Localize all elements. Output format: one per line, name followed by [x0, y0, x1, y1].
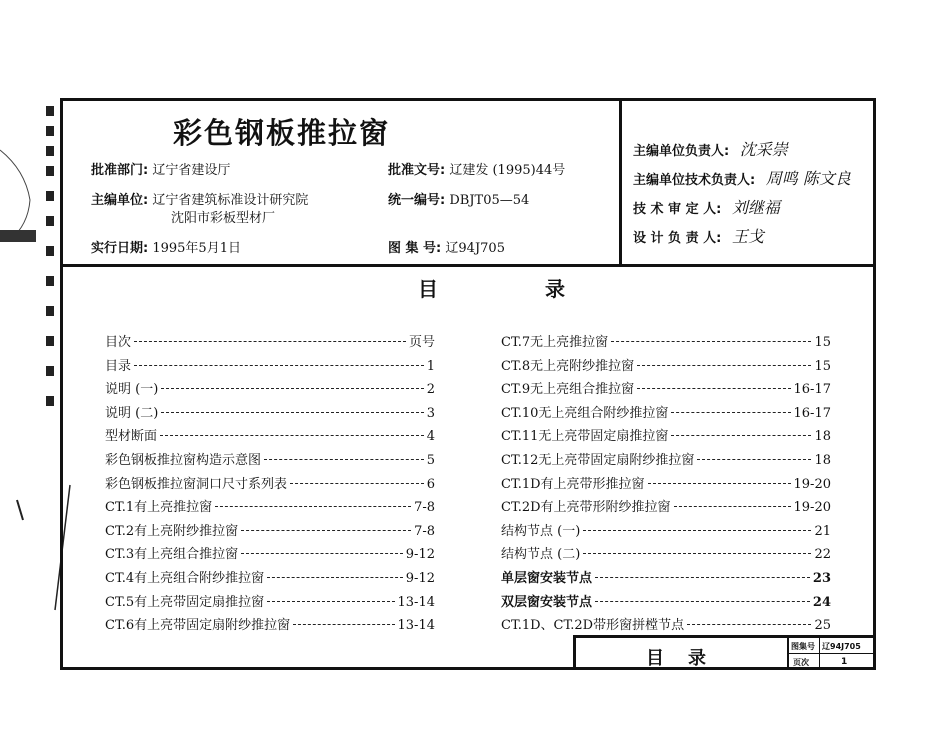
- signature-name: 周鸣 陈文良: [765, 169, 851, 188]
- effective-date-label: 实行日期:: [91, 241, 149, 256]
- unified-no-label: 统一编号:: [388, 193, 446, 208]
- chief-unit-value-2: 沈阳市彩板型材厂: [171, 211, 276, 226]
- toc-row: [105, 449, 435, 473]
- toc-row: [105, 355, 435, 379]
- chief-unit-line2: [171, 207, 275, 226]
- signature-tech-review: [633, 195, 780, 218]
- toc-entry-page: 7-8: [414, 523, 435, 539]
- toc-entry-title: 彩色钢板推拉窗构造示意图: [105, 452, 262, 468]
- toc-entry-title: 结构节点 (二): [501, 547, 581, 563]
- atlas-no: [388, 237, 505, 256]
- toc-row: [105, 591, 435, 615]
- page-no-cell-label: 页次: [793, 658, 809, 667]
- toc-entry-page: 13-14: [397, 594, 435, 610]
- atlas-no-cell-value: 辽94J705: [822, 642, 861, 651]
- unified-no: [388, 189, 529, 208]
- toc-entry-page: 19-20: [793, 476, 831, 492]
- scan-margin-marks: [0, 130, 40, 330]
- toc-row: [501, 473, 831, 497]
- title-block-label: 目录: [646, 648, 730, 669]
- toc-entry-title: 说明 (二): [105, 405, 159, 421]
- toc-entry-page: 页号: [408, 335, 435, 350]
- signature-tech-lead: [633, 166, 851, 189]
- header-divider: [63, 264, 873, 267]
- effective-date: [91, 237, 241, 256]
- title-block-grid: [787, 638, 873, 670]
- chief-unit: [91, 189, 308, 208]
- atlas-no-cell-label: 图集号: [791, 642, 815, 651]
- toc-row: [501, 543, 831, 567]
- signature-role: 设 计 负 责 人:: [633, 231, 722, 246]
- toc-entry-page: 9-12: [405, 547, 435, 563]
- toc-entry-page: 5: [426, 452, 435, 468]
- toc-row: [105, 543, 435, 567]
- signature-name: 王戈: [731, 227, 764, 246]
- toc-row: [501, 496, 831, 520]
- drawing-frame: [60, 98, 876, 670]
- toc-entry-page: 23: [812, 570, 831, 586]
- page-no-cell-value: 1: [841, 657, 848, 667]
- toc-entry-page: 16-17: [793, 405, 831, 421]
- toc-entry-page: 7-8: [414, 500, 435, 516]
- toc-row: [501, 378, 831, 402]
- toc-row: [105, 378, 435, 402]
- toc-entry-title: 目次: [105, 335, 132, 350]
- toc-entry-page: 25: [814, 618, 831, 634]
- toc-entry-title: 型材断面: [105, 429, 158, 445]
- toc-entry-title: CT.10无上亮组合附纱推拉窗: [501, 405, 669, 421]
- toc-entry-page: 15: [814, 358, 831, 374]
- toc-entry-page: 22: [814, 547, 831, 563]
- toc-entry-title: CT.12无上亮带固定扇附纱推拉窗: [501, 452, 695, 468]
- toc-entry-title: CT.11无上亮带固定扇推拉窗: [501, 429, 669, 445]
- toc-row: [501, 331, 831, 355]
- approval-dept: [91, 159, 230, 178]
- toc-row: [501, 425, 831, 449]
- toc-title-left: 目: [418, 277, 438, 301]
- toc-entry-page: 16-17: [793, 382, 831, 398]
- toc-entry-title: CT.7无上亮推拉窗: [501, 335, 609, 350]
- approval-dept-label: 批准部门:: [91, 163, 149, 178]
- toc-row: [501, 449, 831, 473]
- approval-doc-label: 批准文号:: [388, 163, 446, 178]
- toc-row: [105, 567, 435, 591]
- title-block: [573, 635, 873, 670]
- binding-strip: [44, 96, 58, 416]
- atlas-no-label: 图 集 号:: [388, 241, 442, 256]
- toc-entry-title: 结构节点 (一): [501, 523, 581, 539]
- toc-row: [501, 355, 831, 379]
- signature-role: 主编单位技术负责人:: [633, 173, 756, 188]
- toc-entry-page: 21: [814, 523, 831, 539]
- document-title: 彩色钢板推拉窗: [173, 116, 391, 150]
- chief-unit-label: 主编单位:: [91, 193, 149, 208]
- toc-entry-title: CT.4有上亮组合附纱推拉窗: [105, 570, 265, 586]
- toc-entry-page: 3: [426, 405, 435, 421]
- signature-role: 技 术 审 定 人:: [633, 202, 722, 217]
- toc-entry-title: CT.2有上亮附纱推拉窗: [105, 523, 239, 539]
- effective-date-value: 1995年5月1日: [152, 241, 241, 256]
- toc-row: [501, 402, 831, 426]
- toc-entry-title: CT.9无上亮组合推拉窗: [501, 382, 635, 398]
- toc-entry-title: 双层窗安装节点: [501, 594, 593, 610]
- toc-row: [105, 425, 435, 449]
- toc-row: [105, 496, 435, 520]
- toc-column-left: [105, 331, 435, 638]
- toc-entry-title: CT.1有上亮推拉窗: [105, 500, 213, 516]
- toc-entry-title: CT.2D有上亮带形附纱推拉窗: [501, 500, 671, 516]
- toc-entry-title: CT.3有上亮组合推拉窗: [105, 547, 239, 563]
- approval-doc-value: 辽建发 (1995)44号: [449, 163, 566, 178]
- toc-entry-page: 2: [426, 382, 435, 398]
- toc-entry-page: 1: [426, 358, 435, 374]
- toc-entry-title: CT.6有上亮带固定扇附纱推拉窗: [105, 618, 291, 634]
- atlas-no-value: 辽94J705: [445, 241, 505, 256]
- toc-entry-page: 15: [814, 335, 831, 350]
- toc-row: [105, 614, 435, 638]
- toc-entry-title: CT.1D、CT.2D带形窗拼樘节点: [501, 618, 685, 634]
- toc-column-right: [501, 331, 831, 638]
- toc-row: [501, 591, 831, 615]
- toc-entry-title: CT.5有上亮带固定扇推拉窗: [105, 594, 265, 610]
- toc-row: [501, 520, 831, 544]
- toc-entry-page: 13-14: [397, 618, 435, 634]
- toc-entry-title: CT.1D有上亮带形推拉窗: [501, 476, 645, 492]
- signature-role: 主编单位负责人:: [633, 144, 730, 159]
- approval-dept-value: 辽宁省建设厅: [152, 163, 231, 178]
- toc-entry-page: 6: [426, 476, 435, 492]
- toc-entry-title: CT.8无上亮附纱推拉窗: [501, 358, 635, 374]
- signature-design-lead: [633, 224, 764, 247]
- signature-name: 刘继福: [731, 198, 780, 217]
- toc-entry-title: 目录: [105, 358, 132, 374]
- toc-entry-page: 9-12: [405, 570, 435, 586]
- signature-name: 沈采崇: [739, 140, 788, 159]
- toc-entry-title: 单层窗安装节点: [501, 570, 593, 586]
- signature-chief-unit: [633, 137, 788, 160]
- toc-row: [105, 520, 435, 544]
- header-divider-vertical: [619, 101, 622, 264]
- toc-title-right: 录: [545, 277, 565, 301]
- toc-entry-title: 说明 (一): [105, 382, 159, 398]
- chief-unit-value-1: 辽宁省建筑标准设计研究院: [152, 193, 309, 208]
- toc-row: [105, 402, 435, 426]
- toc-entry-page: 4: [426, 429, 435, 445]
- toc-entry-page: 18: [814, 452, 831, 468]
- unified-no-value: DBJT05—54: [449, 193, 530, 208]
- toc-entry-page: 24: [812, 594, 831, 610]
- approval-doc: [388, 159, 565, 178]
- toc-entry-page: 18: [814, 429, 831, 445]
- toc-row: [501, 567, 831, 591]
- toc-row: [105, 473, 435, 497]
- toc-row: [105, 331, 435, 355]
- toc-entry-title: 彩色钢板推拉窗洞口尺寸系列表: [105, 476, 288, 492]
- toc-entry-page: 19-20: [793, 500, 831, 516]
